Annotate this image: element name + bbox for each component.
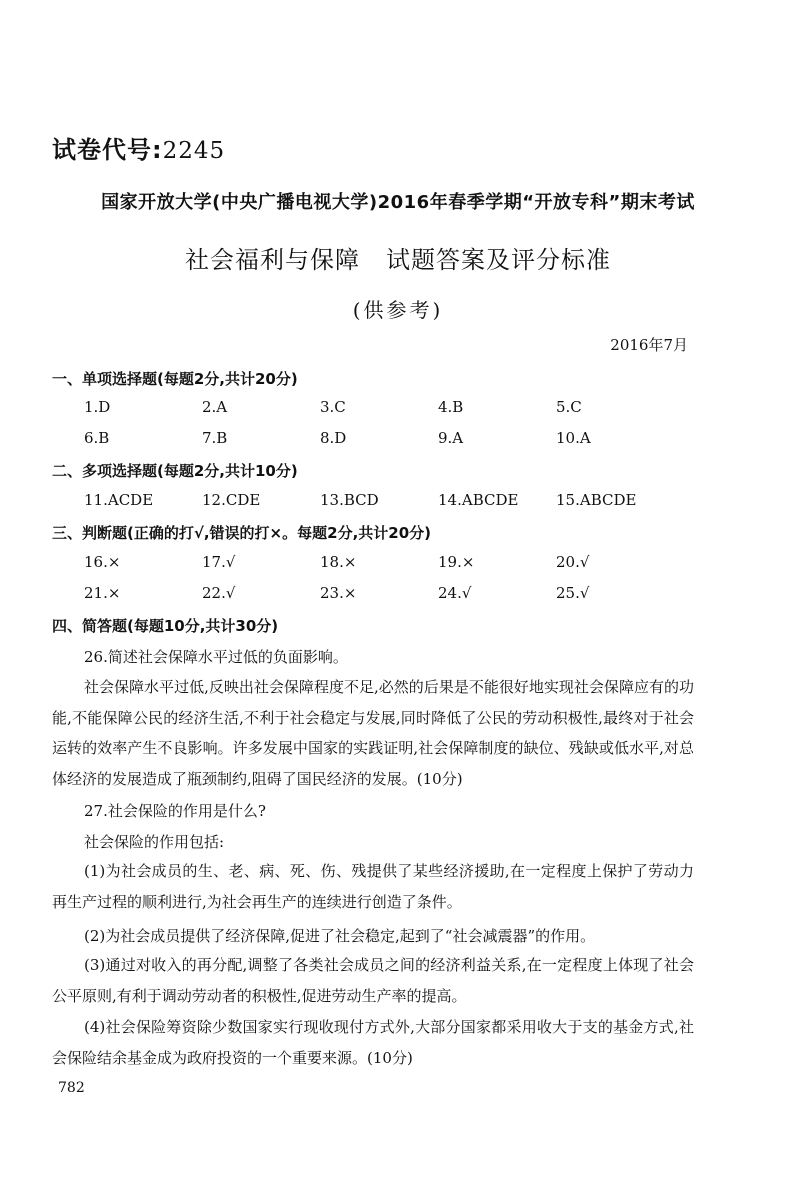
answer-item: 22.√ (202, 584, 236, 602)
answer-item: 24.√ (438, 584, 472, 602)
section-single-choice-heading: 一、单项选择题(每题2分,共计20分) (52, 370, 298, 388)
page-number: 782 (58, 1080, 85, 1096)
exam-title: 国家开放大学(中央广播电视大学)2016年春季学期“开放专科”期末考试 (101, 192, 695, 213)
answer-item: 16.× (84, 553, 121, 571)
answer-item: 8.D (320, 429, 347, 447)
paper-code-number: 2245 (162, 138, 226, 164)
question-27-point-3: (3)通过对收入的再分配,调整了各类社会成员之间的经济利益关系,在一定程度上体现了社会公平原则,有利于调动劳动者的积极性,促进劳动生产率的提高。 (52, 956, 694, 1005)
answer-item: 15.ABCDE (556, 491, 637, 509)
answer-item: 21.× (84, 584, 121, 602)
answer-row (84, 429, 704, 449)
question-27-point-1: (1)为社会成员的生、老、病、死、伤、残提供了某些经济援助,在一定程度上保护了劳动力再生产过程的顺利进行,为社会再生产的连续进行创造了条件。 (52, 862, 694, 911)
question-27-point-2: (2)为社会成员提供了经济保障,促进了社会稳定,起到了“社会减震器”的作用。 (84, 927, 596, 945)
answer-row (84, 584, 704, 604)
answer-item: 3.C (320, 398, 346, 416)
section-multi-choice-heading: 二、多项选择题(每题2分,共计10分) (52, 462, 298, 480)
question-26-answer: 社会保障水平过低,反映出社会保障程度不足,必然的后果是不能很好地实现社会保障应有的功能,不能保障公民的经济生活,不利于社会稳定与发展,同时降低了公民的劳动积极性,最终对于社会运转的效率产生不良影响。许多发展中国家的实践证明,社会保障制度的缺位、残缺或低水平,对总体经济的发展造成了瓶颈制约,阻碍了国民经济的发展。(10分) (52, 678, 694, 788)
paper-code (52, 130, 225, 165)
answer-item: 1.D (84, 398, 111, 416)
answer-item: 14.ABCDE (438, 491, 519, 509)
subject-title (0, 240, 796, 275)
question-27-point-4: (4)社会保险筹资除少数国家实行现收现付方式外,大部分国家都采用收大于支的基金方式,社会保险结余基金成为政府投资的一个重要来源。(10分) (52, 1018, 694, 1067)
answer-row (84, 491, 704, 511)
doc-type: 试题答案及评分标准 (386, 246, 611, 274)
subject-name: 社会福利与保障 (185, 246, 360, 274)
answer-item: 19.× (438, 553, 475, 571)
answer-item: 13.BCD (320, 491, 379, 509)
answer-item: 25.√ (556, 584, 590, 602)
answer-item: 20.√ (556, 553, 590, 571)
answer-item: 12.CDE (202, 491, 261, 509)
reference-note: (供参考) (352, 298, 444, 322)
answer-item: 7.B (202, 429, 228, 447)
question-27-title: 27.社会保险的作用是什么? (84, 802, 266, 820)
answer-item: 4.B (438, 398, 464, 416)
answer-item: 9.A (438, 429, 464, 447)
answer-item: 11.ACDE (84, 491, 154, 509)
section-true-false-heading: 三、判断题(正确的打√,错误的打×。每题2分,共计20分) (52, 524, 431, 542)
question-26-title: 26.简述社会保障水平过低的负面影响。 (84, 648, 348, 666)
question-27-intro: 社会保险的作用包括: (84, 833, 225, 851)
answer-row (84, 398, 704, 418)
answer-item: 2.A (202, 398, 228, 416)
exam-date: 2016年7月 (610, 336, 688, 354)
answer-item: 18.× (320, 553, 357, 571)
answer-item: 5.C (556, 398, 582, 416)
answer-row (84, 553, 704, 573)
section-short-answer-heading: 四、简答题(每题10分,共计30分) (52, 617, 279, 635)
answer-item: 6.B (84, 429, 110, 447)
paper-code-label: 试卷代号: (52, 136, 163, 164)
answer-item: 10.A (556, 429, 591, 447)
answer-item: 17.√ (202, 553, 236, 571)
answer-item: 23.× (320, 584, 357, 602)
